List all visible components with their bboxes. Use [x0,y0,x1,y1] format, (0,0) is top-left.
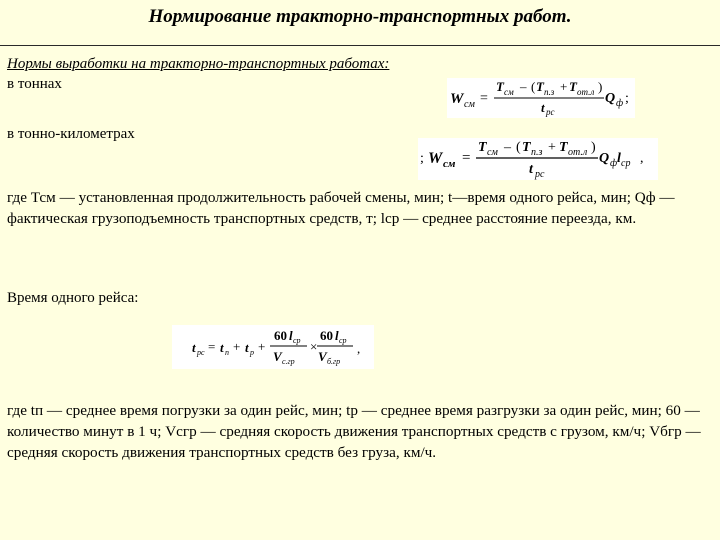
formula-tonkm-den-sub: рс [535,169,545,180]
formula-tonkm-tpz-sub: п.з [531,147,543,158]
formula-trip-tr-sub: р [250,348,254,357]
formula-tons-svg [447,78,635,118]
formula-trip-plus2: + [258,339,266,354]
formula-tons-tsm: T [496,79,504,94]
definitions-paragraph-2: где tп — среднее время погрузки за один рейс, мин; tр — среднее время разгрузки за один рейс, мин; 60 — количество минут в 1 ч; Vсгр — средняя скорость движения транспортных средств с грузом, км/ч; Vбгр —средняя скорость движения транспортных средств без груза, км/ч. [7,402,701,461]
formula-tons-totl-sub: от.л [577,87,595,97]
formula-tons-tsm-sub: см [504,87,514,97]
formula-tons-qf: Q [605,91,616,106]
tons-label: в тоннах [7,76,62,92]
formula-tonkm [418,138,658,180]
formula-trip [172,325,374,369]
formula-tons-totl: T [569,79,577,94]
formula-tonkm-lhs: W [428,150,443,167]
formula-tons-den-sub: рс [546,107,555,117]
formula-tonkm-plus: + [548,140,556,155]
formula-tonkm-tsm-sub: см [487,147,498,158]
formula-tonkm-tail: , [640,151,644,166]
formula-tonkm-equals: = [462,150,471,166]
formula-tons-open: ( [531,79,536,94]
formula-tonkm-totl-sub: от.л [568,147,588,158]
page-title: Нормирование тракторно-транспортных работ. [148,6,572,27]
formula-trip-tr: t [245,340,249,355]
formula-trip-num2: 60 [320,328,333,343]
formula-tons [447,78,635,118]
formula-tons-den: t [541,100,545,115]
formula-tonkm-totl: T [559,140,568,155]
formula-tonkm-minus: – [504,140,511,155]
formula-trip-den1: V [273,349,282,364]
formula-tonkm-tsm: T [478,140,487,155]
formula-tonkm-svg [418,138,658,180]
formula-trip-num2-l-sub: ср [339,336,347,345]
formula-tonkm-l-sub: ср [621,158,631,169]
formula-tons-tpz: T [536,79,544,94]
formula-trip-num2-l: l [335,328,339,343]
formula-tons-minus: – [520,79,527,94]
formula-tonkm-close: ) [591,140,596,155]
formula-tonkm-l: l [617,151,621,166]
formula-tons-tail: ; [625,91,629,106]
formula-trip-num1: 60 [274,328,287,343]
title-divider [0,45,720,46]
formula-tonkm-lead: ; [420,151,424,166]
formula-tonkm-open: ( [516,140,521,155]
formula-trip-den1-sub: с.гр [282,357,295,366]
formula-trip-tp: t [220,340,224,355]
formula-trip-den2-sub: б.гр [327,357,341,366]
formula-tons-lhs-sub: см [464,99,475,110]
norms-heading: Нормы выработки на тракторно-транспортных работах: [7,56,390,72]
formula-tons-qf-sub: ф [616,98,624,109]
formula-tonkm-qf-sub: ф [610,158,618,169]
trip-time-label: Время одного рейса: [7,290,139,306]
formula-tons-close: ) [598,79,603,94]
formula-tonkm-qf: Q [599,151,610,166]
formula-trip-plus1: + [233,339,241,354]
formula-tons-equals: = [480,91,488,106]
formula-trip-svg [172,325,374,369]
formula-trip-tail: , [357,341,361,356]
definitions-paragraph-1: где Тсм — установленная продолжительность рабочей смены, мин; t—время одного рейса, мин; Qф — фактическая грузоподъемность транспортных средств, т; lср — среднее расстояние переезда, км. [7,189,675,227]
ton-km-label: в тонно-километрах [7,126,135,142]
formula-trip-lhs-sub: рс [197,348,205,357]
formula-trip-den2: V [318,349,327,364]
formula-tonkm-tpz: T [522,140,531,155]
formula-trip-num1-l-sub: ср [293,336,301,345]
formula-trip-num1-l: l [289,328,293,343]
formula-trip-times: × [310,339,318,354]
formula-tons-lhs: W [450,91,464,107]
formula-trip-tp-sub: п [225,348,229,357]
formula-tonkm-den: t [529,162,533,177]
formula-tons-plus: + [560,79,568,94]
formula-trip-equals: = [208,339,216,354]
formula-tons-tpz-sub: п.з [544,87,555,97]
formula-trip-lhs: t [192,340,196,355]
formula-tonkm-lhs-sub: см [443,158,456,170]
